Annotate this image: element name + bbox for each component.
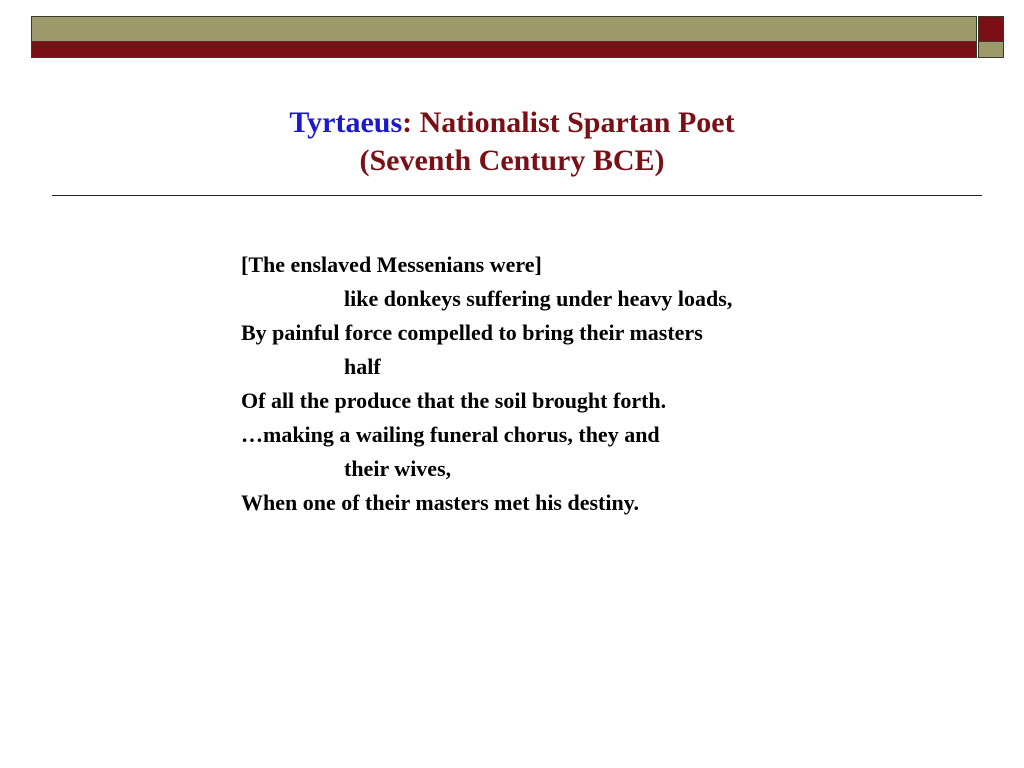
- title-rest: : Nationalist Spartan Poet: [402, 106, 735, 139]
- poem-text: [241, 248, 941, 520]
- header-bar-red: [31, 42, 977, 58]
- poem-line: By painful force compelled to bring their masters: [241, 320, 703, 345]
- poem-line: half: [344, 354, 381, 379]
- title-divider: [52, 195, 982, 196]
- header-square-olive: [978, 42, 1004, 58]
- title-subtitle: (Seventh Century BCE): [359, 144, 665, 177]
- poem-line: When one of their masters met his destiny.: [241, 490, 640, 515]
- slide-title: [0, 104, 1024, 180]
- poem-line: [The enslaved Messenians were]: [241, 252, 542, 277]
- title-name: Tyrtaeus: [289, 106, 403, 139]
- poem-line: Of all the produce that the soil brought forth.: [241, 388, 667, 413]
- poem-line: like donkeys suffering under heavy loads,: [344, 286, 733, 311]
- header-bar-olive: [31, 16, 977, 42]
- poem-line: their wives,: [344, 456, 452, 481]
- poem-line: …making a wailing funeral chorus, they and: [241, 422, 660, 447]
- header-square-red: [978, 16, 1004, 42]
